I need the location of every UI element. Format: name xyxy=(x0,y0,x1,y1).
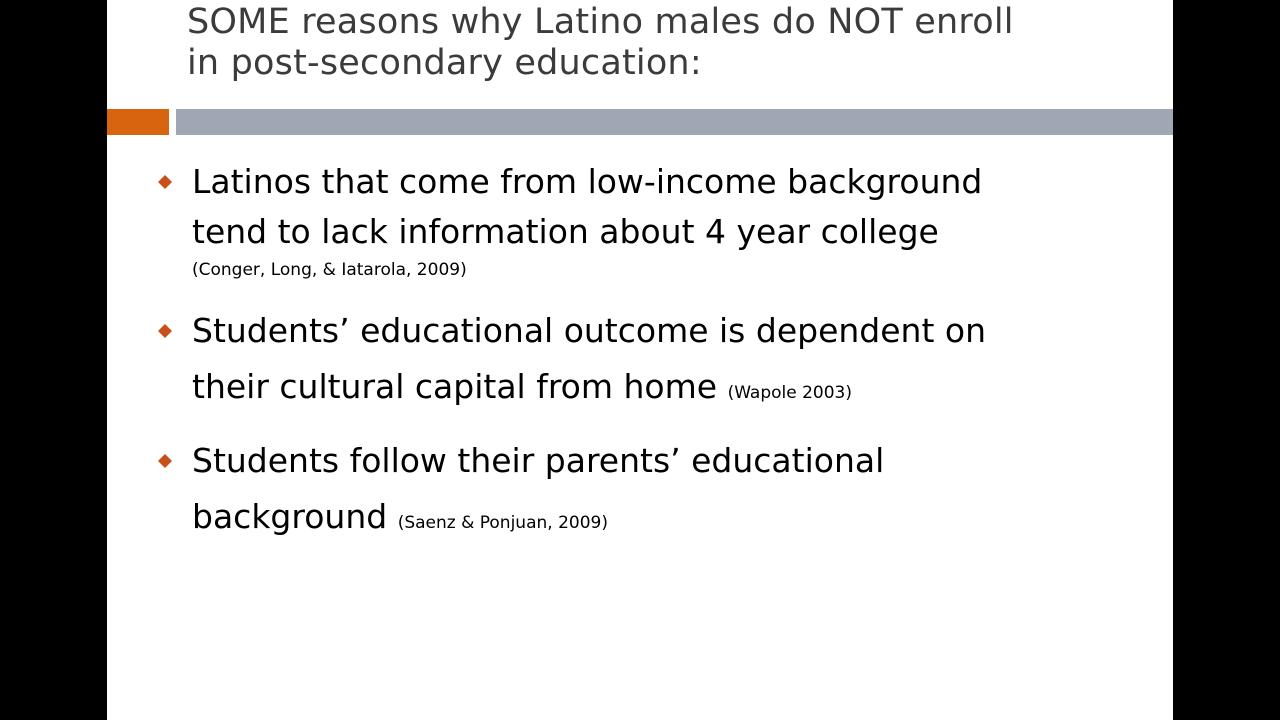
bullet-text-line-1: Students follow their parents’ educational xyxy=(192,441,885,480)
bullet-item xyxy=(155,303,1155,421)
bullet-text-line-2: their cultural capital from home xyxy=(192,367,718,406)
bullet-text-line-1: Latinos that come from low-income background xyxy=(192,162,983,201)
slide-title xyxy=(187,2,1147,84)
diamond-bullet-icon xyxy=(158,454,172,468)
bullet-citation: (Conger, Long, & Iatarola, 2009) xyxy=(192,260,467,280)
title-rule-bar xyxy=(176,109,1173,135)
bullet-item xyxy=(155,157,1155,281)
bullet-citation: (Saenz & Ponjuan, 2009) xyxy=(397,513,608,533)
slide xyxy=(107,0,1173,720)
bullet-citation: (Wapole 2003) xyxy=(727,383,853,403)
slide-title-line-2: in post-secondary education: xyxy=(187,43,702,83)
bullet-list xyxy=(155,157,1155,568)
title-rule-accent xyxy=(107,109,169,135)
slide-title-line-1: SOME reasons why Latino males do NOT enroll xyxy=(187,2,1014,42)
bullet-item xyxy=(155,433,1155,551)
bullet-text-line-2: tend to lack information about 4 year college xyxy=(192,212,939,251)
bullet-text-line-2: background xyxy=(192,497,388,536)
diamond-bullet-icon xyxy=(158,324,172,338)
diamond-bullet-icon xyxy=(158,175,172,189)
bullet-text-line-1: Students’ educational outcome is dependent on xyxy=(192,311,986,350)
